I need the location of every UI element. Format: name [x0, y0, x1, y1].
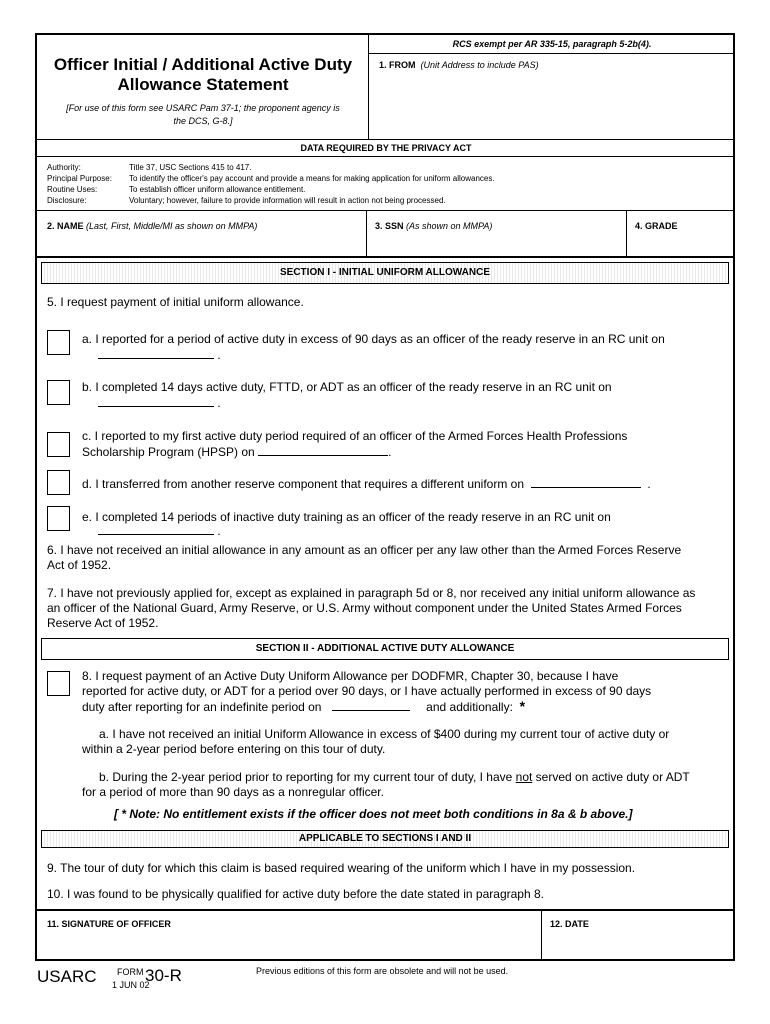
- item-8-date-blank[interactable]: [332, 710, 410, 711]
- item-7-text-2: an officer of the National Guard, Army Reserve, or U.S. Army without component under the United States Armed Forces: [47, 601, 682, 615]
- privacy-row-purpose: Principal Purpose: To identify the officer's pay account and provide a means for making application for uniform allowances.: [47, 174, 495, 183]
- item-5e-text: e. I completed 14 periods of inactive duty training as an officer of the ready reserve in an RC unit on: [82, 510, 611, 524]
- privacy-row-uses: Routine Uses: To establish officer uniform allowance entitlement.: [47, 185, 306, 194]
- item-8-text-1: 8. I request payment of an Active Duty Uniform Allowance per DODFMR, Chapter 30, because I have: [82, 669, 619, 683]
- date-label: 12. DATE: [550, 919, 589, 929]
- item-5b-date-blank[interactable]: [98, 406, 214, 407]
- item-5a-date: .: [98, 348, 221, 363]
- page-title: [37, 55, 369, 95]
- form-frame: [35, 33, 735, 961]
- section-2-header: [41, 638, 729, 660]
- privacy-title: DATA REQUIRED BY THE PRIVACY ACT: [300, 143, 472, 153]
- item-5c-date-blank[interactable]: [258, 455, 388, 456]
- from-field[interactable]: [369, 54, 735, 139]
- checkbox-5b[interactable]: [47, 380, 70, 405]
- section-1-title: SECTION I - INITIAL UNIFORM ALLOWANCE: [280, 267, 490, 278]
- footer-form-date: 1 JUN 02: [112, 980, 150, 990]
- entitlement-note: [ * Note: No entitlement exists if the officer does not meet both conditions in 8a & b above.]: [114, 807, 633, 821]
- item-5d-date-blank[interactable]: [531, 487, 641, 488]
- item-5e-date-blank[interactable]: [98, 534, 214, 535]
- item-7-text-1: 7. I have not previously applied for, except as explained in paragraph 5d or 8, nor received any initial uniform allowance as: [47, 586, 696, 600]
- signature-field[interactable]: [37, 911, 542, 961]
- name-label: 2. NAME (Last, First, Middle/MI as shown on MMPA): [47, 221, 258, 231]
- item-5a-date-blank[interactable]: [98, 358, 214, 359]
- footer-agency: USARC: [37, 967, 97, 986]
- footer-form-word: FORM: [117, 967, 144, 977]
- section-3-title: APPLICABLE TO SECTIONS I AND II: [298, 833, 472, 844]
- footer-form-number: 30-R: [145, 966, 182, 985]
- signature-label: 11. SIGNATURE OF OFFICER: [47, 919, 171, 929]
- usage-note: [37, 102, 369, 128]
- item-5d-text: d. I transferred from another reserve component that requires a different uniform on .: [82, 477, 651, 491]
- usage-line-2: the DCS, G-8.]: [173, 116, 233, 126]
- divider: [37, 156, 735, 157]
- divider: [37, 139, 735, 140]
- item-5b-date: .: [98, 396, 221, 411]
- from-label: 1. FROM (Unit Address to include PAS): [379, 60, 539, 70]
- divider: [37, 256, 735, 258]
- item-10-text: 10. I was found to be physically qualified for active duty before the date stated in paragraph 8.: [47, 887, 544, 901]
- item-5c-text-2: Scholarship Program (HPSP) on .: [82, 445, 392, 459]
- item-5a-text: a. I reported for a period of active duty in excess of 90 days as an officer of the ready reserve in an RC unit on: [82, 332, 665, 346]
- checkbox-8[interactable]: [47, 671, 70, 696]
- item-8a-text-1: a. I have not received an initial Uniform Allowance in excess of $400 during my current tour of active duty or: [99, 727, 670, 741]
- date-field[interactable]: [542, 911, 735, 961]
- ssn-label: 3. SSN (As shown on MMPA): [375, 221, 493, 231]
- privacy-row-disclosure: Disclosure: Voluntary; however, failure to provide information will result in action not being processed.: [47, 196, 446, 205]
- item-7-text-3: Reserve Act of 1952.: [47, 616, 159, 630]
- title-line-2: Allowance Statement: [117, 75, 289, 94]
- privacy-row-authority: Authority: Title 37, USC Sections 415 to 417.: [47, 163, 252, 172]
- section-2-title: SECTION II - ADDITIONAL ACTIVE DUTY ALLOWANCE: [255, 643, 515, 654]
- item-5-text: 5. I request payment of initial uniform allowance.: [47, 295, 304, 309]
- checkbox-5d[interactable]: [47, 470, 70, 495]
- checkbox-5c[interactable]: [47, 432, 70, 457]
- name-field[interactable]: [37, 211, 367, 256]
- item-8b-text-2: for a period of more than 90 days as a nonregular officer.: [82, 785, 384, 799]
- item-5b-text: b. I completed 14 days active duty, FTTD, or ADT as an officer of the ready reserve in an RC unit on: [82, 380, 612, 394]
- rcs-note: RCS exempt per AR 335-15, paragraph 5-2b(4).: [452, 39, 652, 49]
- item-5e-date: .: [98, 524, 221, 539]
- item-8a-text-2: within a 2-year period before entering on this tour of duty.: [82, 742, 386, 756]
- checkbox-5a[interactable]: [47, 330, 70, 355]
- item-6-text-2: Act of 1952.: [47, 558, 112, 572]
- section-1-header: [41, 262, 729, 284]
- footer-obsolete-note: Previous editions of this form are obsolete and will not be used.: [256, 966, 509, 976]
- title-line-1: Officer Initial / Additional Active Duty: [53, 55, 353, 74]
- section-3-header: [41, 830, 729, 848]
- grade-label: 4. GRADE: [635, 221, 678, 231]
- item-8b-text-1: b. During the 2-year period prior to reporting for my current tour of duty, I have not served on active duty or ADT: [99, 770, 690, 784]
- item-6-text-1: 6. I have not received an initial allowance in any amount as an officer per any law other than the Armed Forces Reserve: [47, 543, 682, 557]
- item-5c-text-1: c. I reported to my first active duty period required of an officer of the Armed Forces Health Professions: [82, 429, 628, 443]
- checkbox-5e[interactable]: [47, 506, 70, 531]
- item-8-text-3: duty after reporting for an indefinite period on and additionally: *: [82, 698, 526, 714]
- usage-line-1: [For use of this form see USARC Pam 37-1; the proponent agency is: [66, 103, 340, 113]
- title-box: [37, 35, 369, 139]
- ssn-field[interactable]: [367, 211, 627, 256]
- item-8-text-2: reported for active duty, or ADT for a period over 90 days, or I have actually performed in excess of 90 days: [82, 684, 652, 698]
- item-9-text: 9. The tour of duty for which this claim is based required wearing of the uniform which I have in my possession.: [47, 861, 636, 875]
- grade-field[interactable]: [627, 211, 735, 256]
